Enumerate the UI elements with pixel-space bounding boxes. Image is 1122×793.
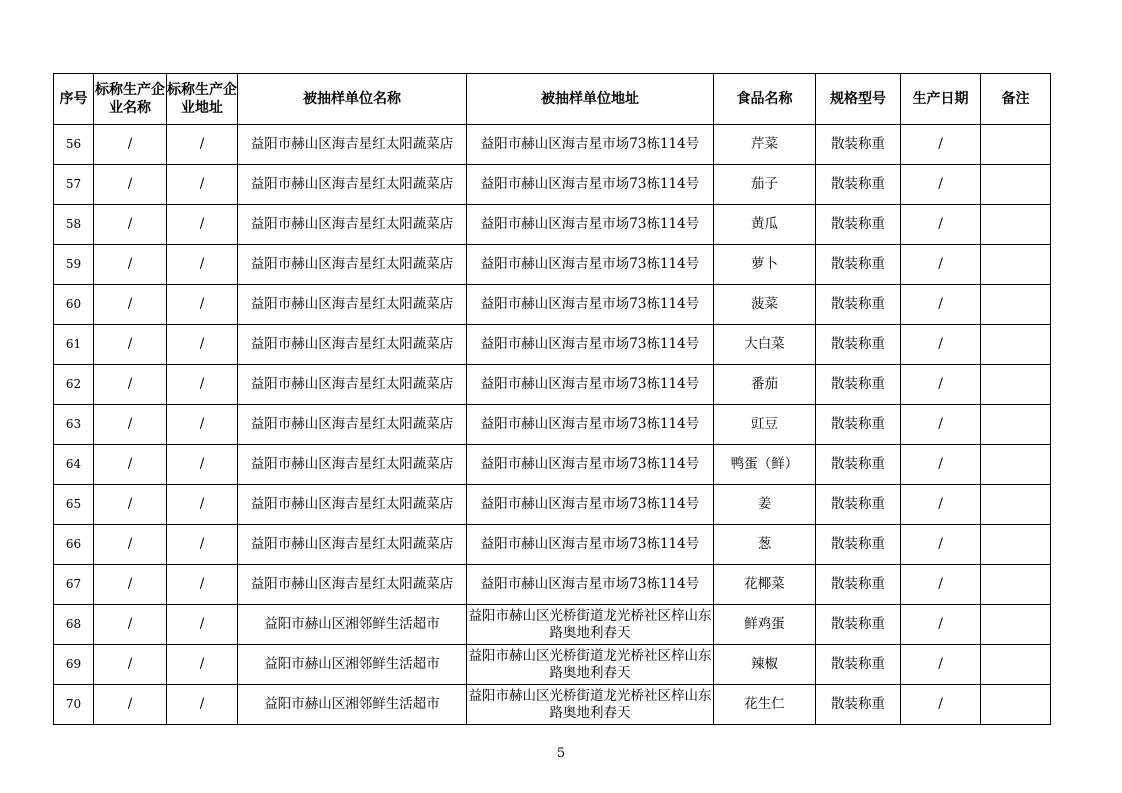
cell-prod-date: / — [901, 165, 981, 205]
cell-seq: 62 — [54, 365, 94, 405]
cell-food-name: 辣椒 — [714, 645, 816, 685]
cell-prod-date: / — [901, 525, 981, 565]
cell-unit-name: 益阳市赫山区海吉星红太阳蔬菜店 — [238, 565, 467, 605]
header-prod-date: 生产日期 — [901, 74, 981, 125]
header-unit-name: 被抽样单位名称 — [238, 74, 467, 125]
cell-mfr-name: / — [94, 685, 167, 725]
cell-prod-date: / — [901, 645, 981, 685]
cell-mfr-addr: / — [167, 205, 238, 245]
cell-spec: 散装称重 — [816, 325, 901, 365]
cell-prod-date: / — [901, 365, 981, 405]
cell-remark — [981, 205, 1051, 245]
cell-food-name: 豇豆 — [714, 405, 816, 445]
cell-spec: 散装称重 — [816, 565, 901, 605]
cell-unit-addr: 益阳市赫山区海吉星市场73栋114号 — [467, 445, 714, 485]
table-row — [54, 605, 1051, 645]
header-seq: 序号 — [54, 74, 94, 125]
cell-mfr-name: / — [94, 205, 167, 245]
cell-prod-date: / — [901, 605, 981, 645]
cell-mfr-addr: / — [167, 245, 238, 285]
table-row — [54, 565, 1051, 605]
cell-prod-date: / — [901, 445, 981, 485]
table-row — [54, 205, 1051, 245]
cell-mfr-addr: / — [167, 485, 238, 525]
cell-spec: 散装称重 — [816, 605, 901, 645]
cell-unit-addr: 益阳市赫山区海吉星市场73栋114号 — [467, 325, 714, 365]
table-row — [54, 365, 1051, 405]
cell-food-name: 姜 — [714, 485, 816, 525]
cell-spec: 散装称重 — [816, 125, 901, 165]
cell-unit-name: 益阳市赫山区湘邻鲜生活超市 — [238, 685, 467, 725]
cell-spec: 散装称重 — [816, 445, 901, 485]
cell-remark — [981, 125, 1051, 165]
cell-remark — [981, 325, 1051, 365]
cell-prod-date: / — [901, 125, 981, 165]
cell-mfr-name: / — [94, 485, 167, 525]
cell-remark — [981, 685, 1051, 725]
cell-unit-addr: 益阳市赫山区海吉星市场73栋114号 — [467, 285, 714, 325]
cell-remark — [981, 485, 1051, 525]
table-row — [54, 645, 1051, 685]
cell-prod-date: / — [901, 485, 981, 525]
cell-mfr-name: / — [94, 245, 167, 285]
cell-food-name: 萝卜 — [714, 245, 816, 285]
cell-spec: 散装称重 — [816, 525, 901, 565]
cell-remark — [981, 525, 1051, 565]
cell-mfr-name: / — [94, 285, 167, 325]
cell-seq: 63 — [54, 405, 94, 445]
cell-mfr-addr: / — [167, 405, 238, 445]
cell-food-name: 花椰菜 — [714, 565, 816, 605]
cell-unit-addr: 益阳市赫山区光桥街道龙光桥社区梓山东路奥地利春天 — [467, 645, 714, 685]
cell-prod-date: / — [901, 405, 981, 445]
cell-seq: 70 — [54, 685, 94, 725]
cell-mfr-name: / — [94, 125, 167, 165]
cell-food-name: 番茄 — [714, 365, 816, 405]
cell-mfr-addr: / — [167, 605, 238, 645]
cell-unit-addr: 益阳市赫山区海吉星市场73栋114号 — [467, 165, 714, 205]
cell-spec: 散装称重 — [816, 645, 901, 685]
cell-unit-name: 益阳市赫山区海吉星红太阳蔬菜店 — [238, 285, 467, 325]
header-remark: 备注 — [981, 74, 1051, 125]
table-row — [54, 685, 1051, 725]
cell-unit-name: 益阳市赫山区海吉星红太阳蔬菜店 — [238, 205, 467, 245]
cell-food-name: 芹菜 — [714, 125, 816, 165]
cell-food-name: 鲜鸡蛋 — [714, 605, 816, 645]
cell-prod-date: / — [901, 685, 981, 725]
cell-unit-name: 益阳市赫山区海吉星红太阳蔬菜店 — [238, 325, 467, 365]
cell-seq: 64 — [54, 445, 94, 485]
cell-seq: 57 — [54, 165, 94, 205]
cell-food-name: 黄瓜 — [714, 205, 816, 245]
cell-mfr-name: / — [94, 445, 167, 485]
cell-mfr-addr: / — [167, 285, 238, 325]
cell-unit-name: 益阳市赫山区海吉星红太阳蔬菜店 — [238, 245, 467, 285]
table-row — [54, 325, 1051, 365]
table-row — [54, 245, 1051, 285]
cell-unit-name: 益阳市赫山区湘邻鲜生活超市 — [238, 645, 467, 685]
header-mfr-name: 标称生产企业名称 — [94, 74, 167, 125]
table-body — [54, 125, 1051, 725]
cell-unit-addr: 益阳市赫山区海吉星市场73栋114号 — [467, 125, 714, 165]
cell-spec: 散装称重 — [816, 485, 901, 525]
sampling-table — [53, 73, 1051, 725]
cell-unit-addr: 益阳市赫山区光桥街道龙光桥社区梓山东路奥地利春天 — [467, 605, 714, 645]
cell-prod-date: / — [901, 285, 981, 325]
cell-seq: 67 — [54, 565, 94, 605]
cell-food-name: 菠菜 — [714, 285, 816, 325]
table-row — [54, 125, 1051, 165]
cell-remark — [981, 445, 1051, 485]
cell-seq: 56 — [54, 125, 94, 165]
cell-food-name: 葱 — [714, 525, 816, 565]
cell-unit-addr: 益阳市赫山区海吉星市场73栋114号 — [467, 245, 714, 285]
cell-mfr-addr: / — [167, 445, 238, 485]
table-row — [54, 445, 1051, 485]
cell-unit-addr: 益阳市赫山区海吉星市场73栋114号 — [467, 485, 714, 525]
cell-mfr-name: / — [94, 165, 167, 205]
cell-mfr-name: / — [94, 405, 167, 445]
cell-seq: 69 — [54, 645, 94, 685]
cell-unit-name: 益阳市赫山区海吉星红太阳蔬菜店 — [238, 485, 467, 525]
cell-unit-name: 益阳市赫山区海吉星红太阳蔬菜店 — [238, 365, 467, 405]
cell-spec: 散装称重 — [816, 405, 901, 445]
cell-mfr-addr: / — [167, 685, 238, 725]
cell-mfr-name: / — [94, 565, 167, 605]
cell-seq: 60 — [54, 285, 94, 325]
cell-remark — [981, 285, 1051, 325]
cell-mfr-name: / — [94, 645, 167, 685]
cell-mfr-addr: / — [167, 645, 238, 685]
header-food-name: 食品名称 — [714, 74, 816, 125]
cell-seq: 58 — [54, 205, 94, 245]
cell-remark — [981, 245, 1051, 285]
cell-unit-name: 益阳市赫山区湘邻鲜生活超市 — [238, 605, 467, 645]
table-row — [54, 525, 1051, 565]
cell-unit-name: 益阳市赫山区海吉星红太阳蔬菜店 — [238, 165, 467, 205]
cell-remark — [981, 605, 1051, 645]
cell-unit-name: 益阳市赫山区海吉星红太阳蔬菜店 — [238, 405, 467, 445]
cell-remark — [981, 365, 1051, 405]
cell-remark — [981, 405, 1051, 445]
header-spec: 规格型号 — [816, 74, 901, 125]
header-row — [54, 74, 1051, 125]
cell-unit-addr: 益阳市赫山区海吉星市场73栋114号 — [467, 525, 714, 565]
table-row — [54, 165, 1051, 205]
cell-prod-date: / — [901, 325, 981, 365]
cell-mfr-addr: / — [167, 525, 238, 565]
cell-seq: 65 — [54, 485, 94, 525]
cell-unit-name: 益阳市赫山区海吉星红太阳蔬菜店 — [238, 525, 467, 565]
cell-unit-addr: 益阳市赫山区海吉星市场73栋114号 — [467, 205, 714, 245]
cell-mfr-name: / — [94, 525, 167, 565]
cell-seq: 68 — [54, 605, 94, 645]
cell-food-name: 大白菜 — [714, 325, 816, 365]
cell-spec: 散装称重 — [816, 245, 901, 285]
cell-seq: 66 — [54, 525, 94, 565]
cell-prod-date: / — [901, 245, 981, 285]
page-number: 5 — [556, 746, 566, 761]
cell-mfr-addr: / — [167, 565, 238, 605]
cell-spec: 散装称重 — [816, 365, 901, 405]
cell-seq: 61 — [54, 325, 94, 365]
table-row — [54, 405, 1051, 445]
cell-remark — [981, 645, 1051, 685]
cell-mfr-name: / — [94, 365, 167, 405]
cell-unit-addr: 益阳市赫山区海吉星市场73栋114号 — [467, 365, 714, 405]
cell-unit-name: 益阳市赫山区海吉星红太阳蔬菜店 — [238, 445, 467, 485]
header-unit-addr: 被抽样单位地址 — [467, 74, 714, 125]
cell-mfr-name: / — [94, 605, 167, 645]
cell-mfr-addr: / — [167, 325, 238, 365]
cell-food-name: 鸭蛋（鲜） — [714, 445, 816, 485]
cell-spec: 散装称重 — [816, 205, 901, 245]
cell-seq: 59 — [54, 245, 94, 285]
cell-unit-addr: 益阳市赫山区光桥街道龙光桥社区梓山东路奥地利春天 — [467, 685, 714, 725]
cell-spec: 散装称重 — [816, 165, 901, 205]
cell-food-name: 花生仁 — [714, 685, 816, 725]
cell-spec: 散装称重 — [816, 285, 901, 325]
cell-mfr-name: / — [94, 325, 167, 365]
cell-unit-addr: 益阳市赫山区海吉星市场73栋114号 — [467, 405, 714, 445]
cell-remark — [981, 565, 1051, 605]
table-row — [54, 285, 1051, 325]
cell-mfr-addr: / — [167, 125, 238, 165]
cell-mfr-addr: / — [167, 365, 238, 405]
header-mfr-addr: 标称生产企业地址 — [167, 74, 238, 125]
cell-remark — [981, 165, 1051, 205]
cell-prod-date: / — [901, 565, 981, 605]
table-row — [54, 485, 1051, 525]
cell-prod-date: / — [901, 205, 981, 245]
cell-unit-addr: 益阳市赫山区海吉星市场73栋114号 — [467, 565, 714, 605]
cell-unit-name: 益阳市赫山区海吉星红太阳蔬菜店 — [238, 125, 467, 165]
cell-spec: 散装称重 — [816, 685, 901, 725]
cell-mfr-addr: / — [167, 165, 238, 205]
cell-food-name: 茄子 — [714, 165, 816, 205]
